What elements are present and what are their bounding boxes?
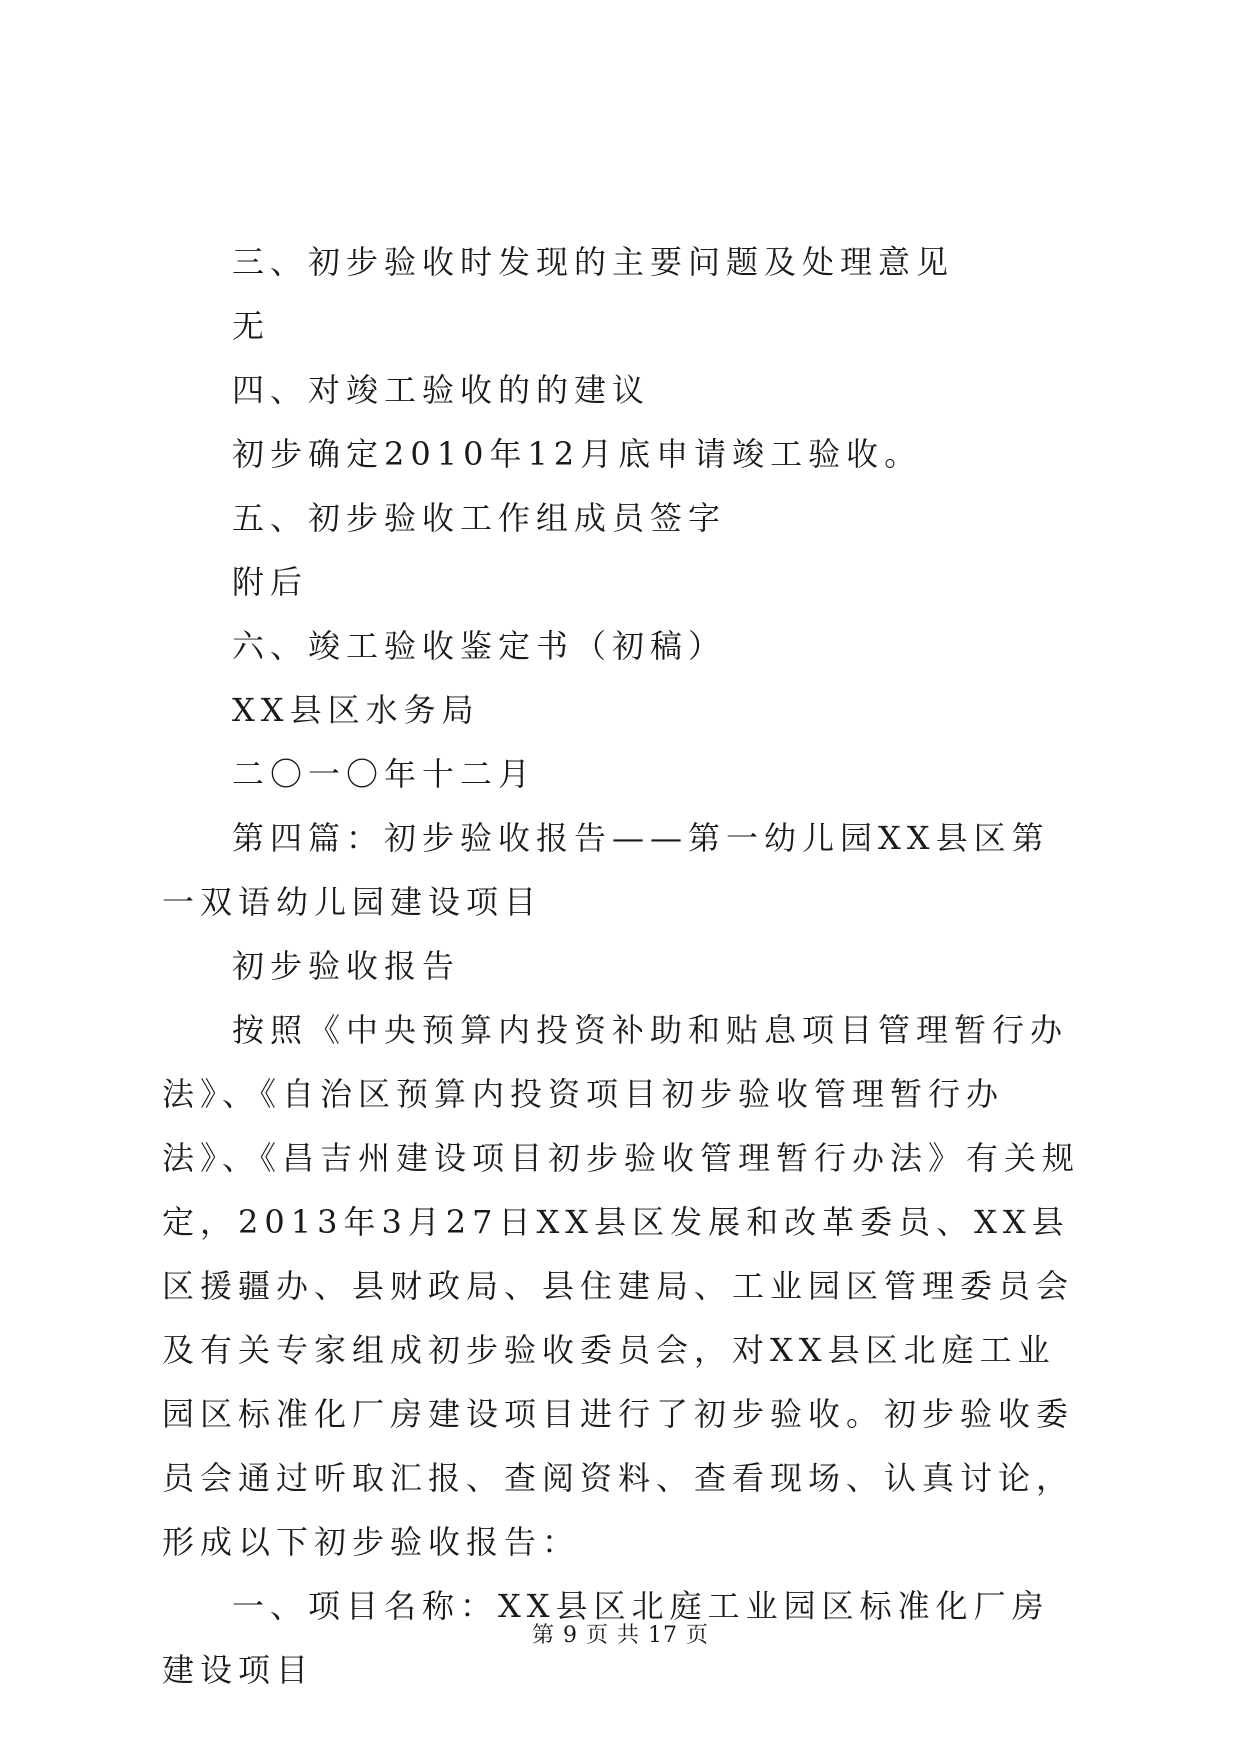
- section-6-heading: 六、竣工验收鉴定书（初稿）: [232, 627, 727, 665]
- article-title: 第四篇：初步验收报告——第一幼儿园XX县区第一双语幼儿园建设项目: [162, 819, 1050, 921]
- section-5-heading: 五、初步验收工作组成员签字: [232, 499, 727, 537]
- project-name-item: 一、项目名称：XX县区北庭工业园区标准化厂房建设项目: [162, 1587, 1050, 1689]
- section-3-content: 无: [232, 307, 271, 345]
- page-number-footer: 第 9 页 共 17 页: [532, 1623, 709, 1648]
- section-5-content: 附后: [232, 563, 309, 601]
- section-3-heading: 三、初步验收时发现的主要问题及处理意见: [232, 243, 955, 281]
- section-4-content: 初步确定2010年12月底申请竣工验收。: [232, 435, 923, 473]
- report-intro-paragraph: 按照《中央预算内投资补助和贴息项目管理暂行办法》、《自治区预算内投资项目初步验收管理暂行办法》、《昌吉州建设项目初步验收管理暂行办法》有关规定，2013年3月27日XX县区发展和改革委员、XX县区援疆办、县财政局、县住建局、工业园区管理委员会及有关专家组成初步验收委员会，对XX县区北庭工业园区标准化厂房建设项目进行了初步验收。初步验收委员会通过听取汇报、查阅资料、查看现场、认真讨论，形成以下初步验收报告：: [162, 1011, 1081, 1561]
- report-title: 初步验收报告: [232, 947, 461, 985]
- section-4-heading: 四、对竣工验收的的建议: [232, 371, 651, 409]
- issue-date: 二〇一〇年十二月: [232, 755, 537, 793]
- document-body: [162, 230, 1082, 1702]
- issuer-name: XX县区水务局: [232, 691, 480, 729]
